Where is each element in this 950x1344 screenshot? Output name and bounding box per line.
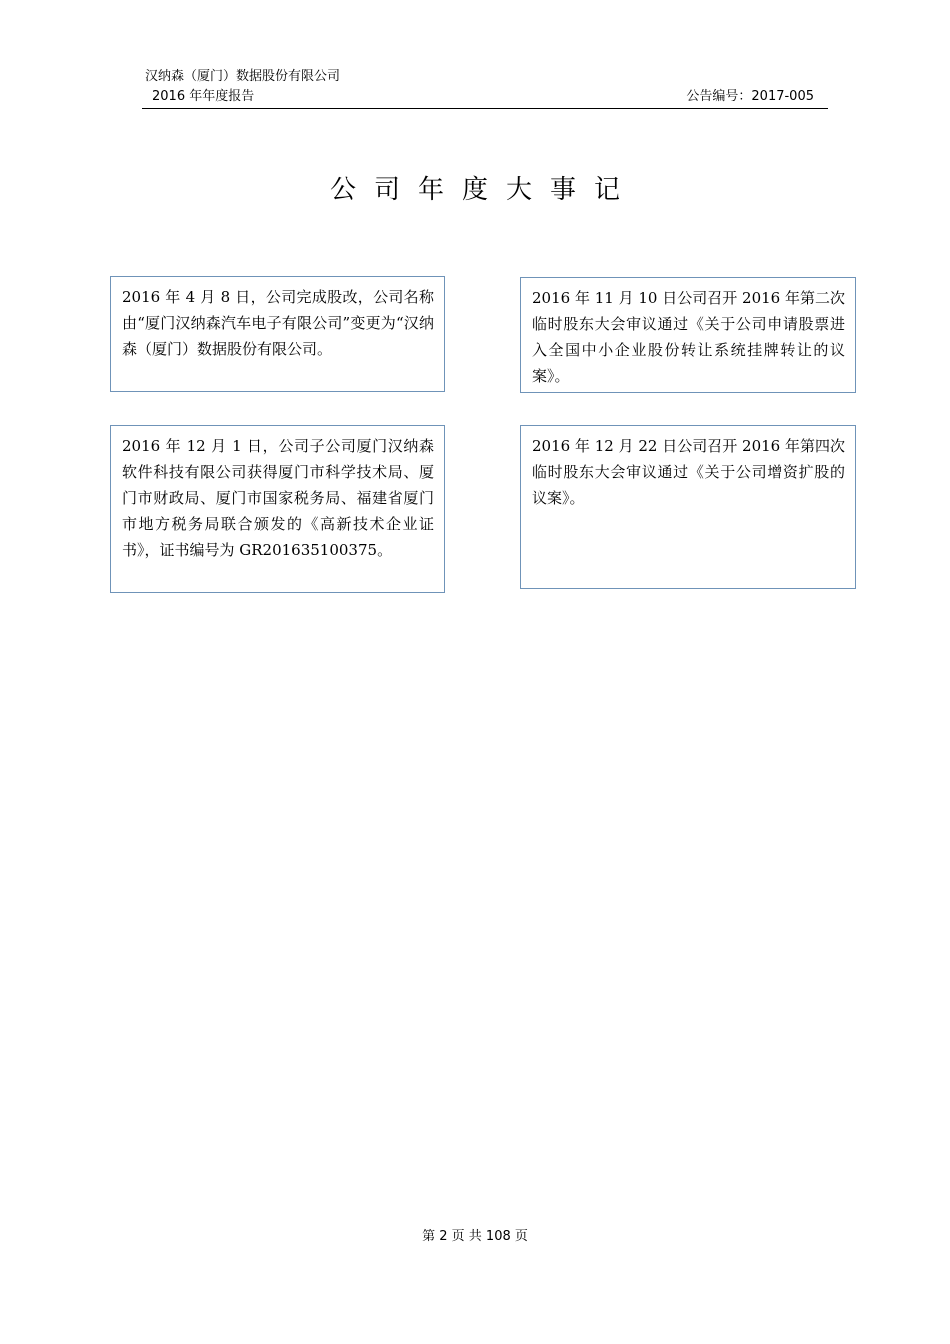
page-header [142, 66, 828, 109]
page-title: 公司年度大事记 [329, 175, 638, 205]
event-box: 2016 年 12 月 22 日公司召开 2016 年第四次临时股东大会审议通过《关于公司增资扩股的议案》。 [520, 425, 856, 589]
event-box: 2016 年 4 月 8 日，公司完成股改，公司名称由“厦门汉纳森汽车电子有限公司”变更为“汉纳森（厦门）数据股份有限公司。 [110, 276, 445, 392]
event-box: 2016 年 12 月 1 日，公司子公司厦门汉纳森软件科技有限公司获得厦门市科学技术局、厦门市财政局、厦门市国家税务局、福建省厦门市地方税务局联合颁发的《高新技术企业证书》，证书编号为 GR201635100375。 [110, 425, 445, 593]
notice-number: 公告编号：2017-005 [686, 89, 814, 104]
event-box: 2016 年 11 月 10 日公司召开 2016 年第二次临时股东大会审议通过《关于公司申请股票进入全国中小企业股份转让系统挂牌转让的议案》。 [520, 277, 856, 393]
report-title: 2016 年年度报告 [152, 89, 255, 104]
page-footer: 第 2 页 共 108 页 [422, 1229, 528, 1244]
company-name: 汉纳森（厦门）数据股份有限公司 [145, 69, 341, 84]
